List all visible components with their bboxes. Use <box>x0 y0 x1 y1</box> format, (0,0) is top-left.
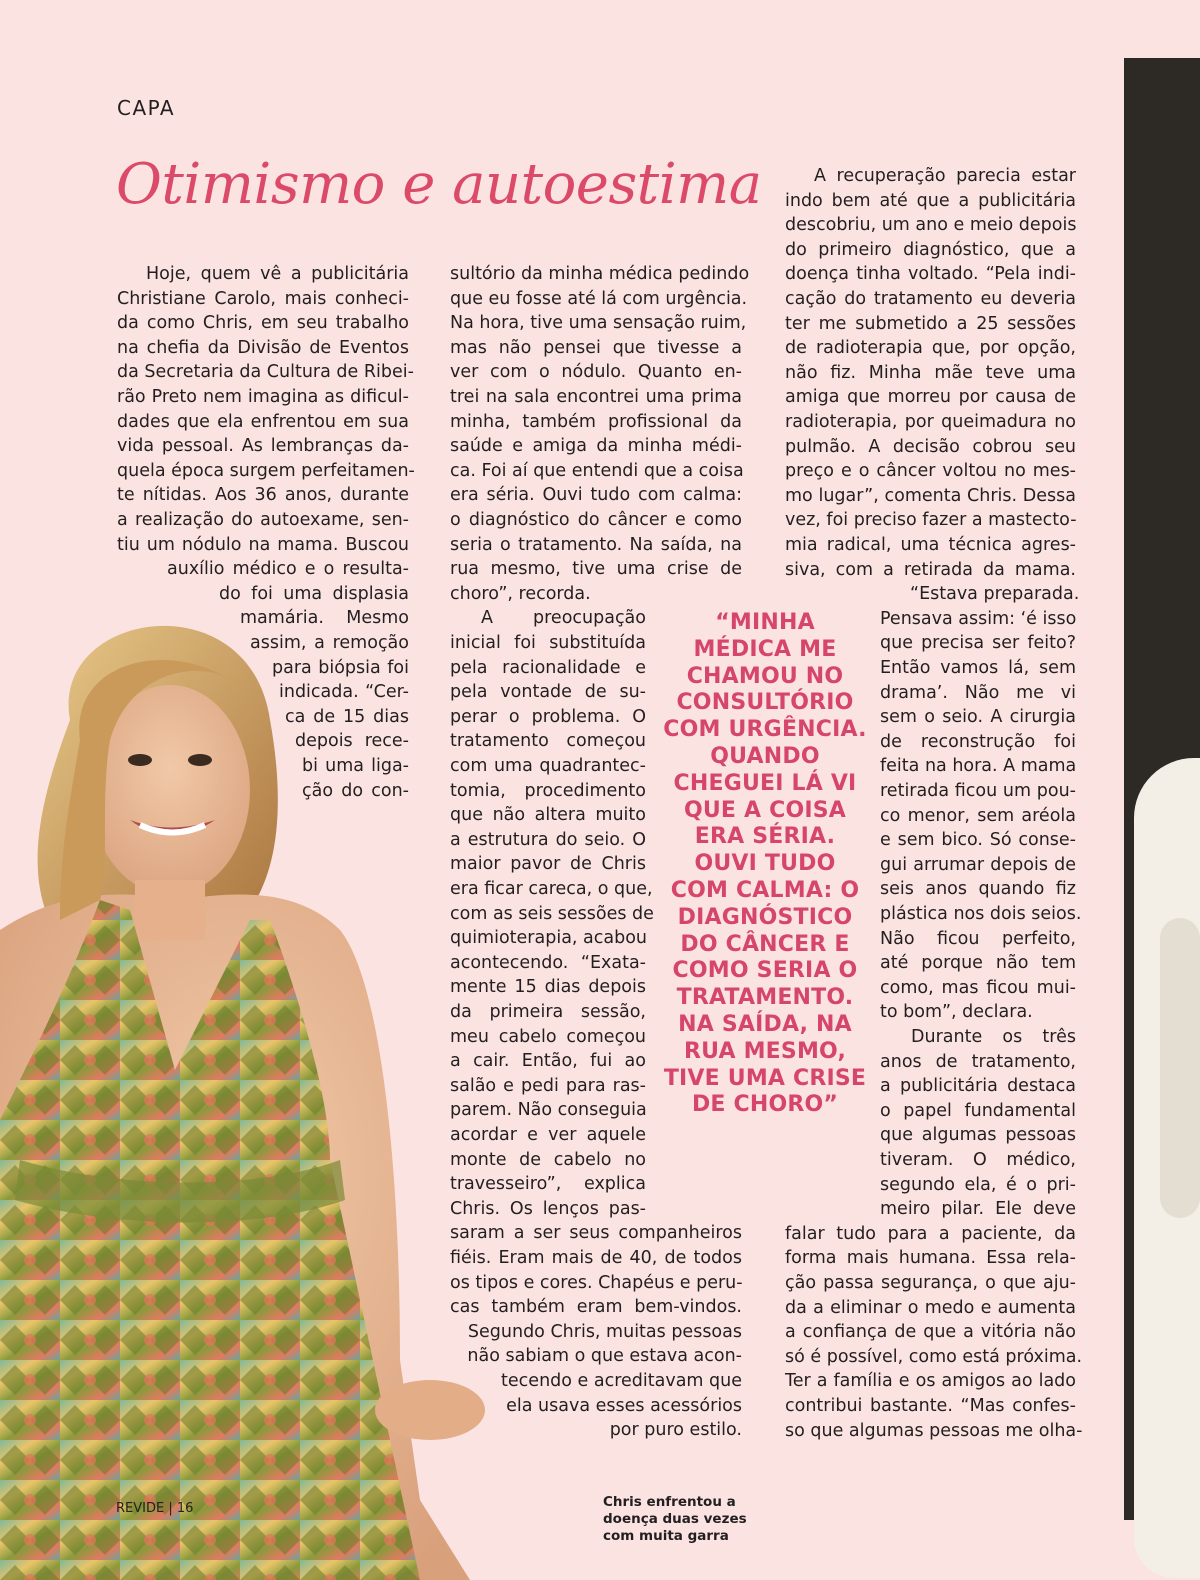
text-line: trei na sala encontrei uma prima <box>450 387 742 407</box>
text-line: tomia, procedimento <box>450 780 646 801</box>
text-line: a estrutura do seio. O <box>450 829 646 850</box>
text-line: travesseiro”, explica <box>450 1174 646 1195</box>
text-line: até porque não tem <box>880 953 1076 974</box>
text-line: so que algumas pessoas me olha- <box>785 1420 1083 1441</box>
text-line: gui arrumar depois de <box>880 854 1076 875</box>
text-line: Então vamos lá, sem <box>880 658 1076 678</box>
text-line: drama’. Não me vi <box>880 682 1076 703</box>
text-line: era ficar careca, o que, <box>450 879 653 899</box>
text-line: tiveram. O médico, <box>880 1150 1076 1170</box>
text-line: assim, a remoção <box>250 633 409 653</box>
text-line: os tipos e cores. Chapéus e peru- <box>450 1272 743 1293</box>
text-line: Segundo Chris, muitas pessoas <box>467 1321 742 1342</box>
text-line: inicial foi substituída <box>450 633 646 653</box>
text-line: retirada ficou um pou- <box>880 781 1076 801</box>
text-line: para biópsia foi <box>272 657 409 678</box>
text-line: Chris. Os lenços pas- <box>450 1198 646 1219</box>
text-line: pela vontade de su- <box>450 682 646 703</box>
text-line: ca de 15 dias <box>285 706 409 727</box>
text-line: auxílio médico e o resulta- <box>167 559 409 580</box>
text-line: de reconstrução foi <box>880 731 1076 752</box>
text-line: a realização do autoexame, sen- <box>117 510 409 530</box>
text-line: na chefia da Divisão de Eventos <box>117 337 409 358</box>
text-line: quela época surgem perfeitamen- <box>117 460 415 481</box>
text-line: e sem bico. Só conse- <box>880 830 1076 851</box>
text-line: co menor, sem aréola <box>880 805 1076 826</box>
text-line: sem o seio. A cirurgia <box>880 707 1076 728</box>
text-line: bi uma liga- <box>302 756 409 776</box>
text-line: a publicitária destaca <box>880 1076 1076 1097</box>
text-line: amiga que morreu por causa de <box>785 387 1076 408</box>
text-line: radioterapia, por queimadura no <box>785 412 1076 432</box>
page-footer: REVIDE | 16 <box>116 1501 194 1516</box>
text-line: que não altera muito <box>450 805 646 826</box>
text-line: Durante os três <box>911 1027 1076 1047</box>
text-line: acordar e ver aquele <box>450 1125 646 1145</box>
text-line: do foi uma displasia <box>219 583 409 604</box>
text-line: fiéis. Eram mais de 40, de todos <box>450 1248 742 1268</box>
text-line: salão e pedi para ras- <box>450 1075 646 1096</box>
text-line: da a eliminar o medo e aumenta <box>785 1297 1076 1318</box>
text-line: por puro estilo. <box>609 1420 742 1441</box>
text-line: mamária. Mesmo <box>240 608 409 629</box>
text-line: pela racionalidade e <box>450 657 646 678</box>
text-line: ção passa segurança, o que aju- <box>785 1273 1076 1293</box>
text-line: indicada. “Cer- <box>279 682 409 703</box>
article-title: Otimismo e autoestima <box>116 152 762 217</box>
text-line: plástica nos dois seios. <box>880 904 1082 924</box>
text-line: meu cabelo começou <box>450 1026 646 1047</box>
text-line: ela usava esses acessórios <box>506 1395 742 1416</box>
text-line: mas não pensei que tivesse a <box>450 337 742 358</box>
text-line: saúde e amiga da minha médi- <box>450 436 742 457</box>
side-photo <box>1124 58 1200 1520</box>
text-line: descobriu, um ano e meio depois <box>785 215 1077 236</box>
text-line: Christiane Carolo, mais conheci- <box>117 288 409 309</box>
text-line: depois rece- <box>295 731 409 752</box>
text-line: indo bem até que a publicitária <box>785 190 1076 211</box>
text-line: rão Preto nem imagina as dificul- <box>117 387 409 407</box>
text-line: minha, também profissional da <box>450 411 742 432</box>
text-line: mia radical, uma técnica agres- <box>785 535 1076 555</box>
text-line: a cair. Então, fui ao <box>450 1051 646 1072</box>
text-line: não fiz. Minha mãe teve uma <box>785 362 1076 383</box>
text-line: o papel fundamental <box>880 1100 1076 1121</box>
text-line: só é possível, como está próxima. <box>785 1346 1083 1367</box>
text-line: choro”, recorda. <box>450 583 591 604</box>
text-line: monte de cabelo no <box>450 1149 646 1170</box>
text-line: perar o problema. O <box>450 706 646 727</box>
text-line: pulmão. A decisão cobrou seu <box>785 436 1076 457</box>
text-line: parem. Não conseguia <box>450 1100 647 1121</box>
text-line: tratamento começou <box>450 731 646 752</box>
text-line: maior pavor de Chris <box>450 854 646 875</box>
text-line: com uma quadrantec- <box>450 756 646 776</box>
text-line: vida pessoal. As lembranças da- <box>117 436 409 457</box>
text-line: da primeira sessão, <box>450 1002 646 1022</box>
text-line: seis anos quando fiz <box>880 879 1076 900</box>
text-line: Pensava assim: ‘é isso <box>880 608 1077 629</box>
text-line: dades que ela enfrentou em sua <box>117 411 409 432</box>
text-line: segundo ela, é o pri- <box>880 1174 1076 1195</box>
section-label: CAPA <box>117 96 176 120</box>
text-line: vez, foi preciso fazer a mastecto- <box>785 510 1077 531</box>
text-line: feita na hora. A mama <box>880 756 1077 777</box>
text-line: da Secretaria da Cultura de Ribei- <box>117 362 414 383</box>
photo-caption: Chris enfrentou a doença duas vezes com muita garra <box>603 1494 747 1544</box>
text-line: doença tinha voltado. “Pela indi- <box>785 264 1076 285</box>
text-line: Na hora, tive uma sensação ruim, <box>450 313 747 334</box>
text-line: do primeiro diagnóstico, que a <box>785 239 1076 260</box>
text-line: com as seis sessões de <box>450 903 654 924</box>
text-line: meiro pilar. Ele deve <box>880 1199 1076 1220</box>
text-line: que algumas pessoas <box>880 1125 1076 1146</box>
text-line: ter me submetido a 25 sessões <box>785 313 1076 334</box>
text-line: não sabiam o que estava acon- <box>467 1346 742 1367</box>
text-line: “Estava preparada. <box>910 584 1080 605</box>
text-line: de radioterapia que, por opção, <box>785 338 1076 359</box>
text-line: to bom”, declara. <box>880 1002 1033 1023</box>
text-line: A recuperação parecia estar <box>814 166 1076 186</box>
text-line: quimioterapia, acabou <box>450 928 648 949</box>
text-line: cação do tratamento eu deveria <box>785 289 1076 309</box>
text-line: ca. Foi aí que entendi que a coisa <box>450 460 744 481</box>
text-line: A preocupação <box>481 608 646 629</box>
text-line: contribui bastante. “Mas confes- <box>785 1396 1076 1416</box>
text-line: te nítidas. Aos 36 anos, durante <box>117 485 409 506</box>
text-line: preço e o câncer voltou no mes- <box>785 461 1076 482</box>
text-line: rua mesmo, tive uma crise de <box>450 559 742 580</box>
text-line: falar tudo para a paciente, da <box>785 1223 1076 1244</box>
text-line: tiu um nódulo na mama. Buscou <box>117 534 409 555</box>
text-line: ção do con- <box>302 780 409 801</box>
text-line: saram a ser seus companheiros <box>450 1223 742 1244</box>
text-line: sultório da minha médica pedindo <box>450 264 750 284</box>
text-line: mente 15 dias depois <box>450 977 646 998</box>
text-line: a confiança de que a vitória não <box>785 1322 1076 1343</box>
text-line: siva, com a retirada da mama. <box>785 559 1076 580</box>
text-line: o diagnóstico do câncer e como <box>450 510 742 530</box>
text-line: como, mas ficou mui- <box>880 977 1076 998</box>
text-line: tecendo e acreditavam que <box>501 1371 742 1391</box>
text-line: ver com o nódulo. Quanto en- <box>450 362 742 383</box>
text-line: era séria. Ouvi tudo com calma: <box>450 485 742 506</box>
text-line: cas também eram bem-vindos. <box>450 1297 742 1318</box>
text-line: Não ficou perfeito, <box>880 928 1076 949</box>
text-line: que precisa ser feito? <box>880 633 1076 654</box>
text-line: forma mais humana. Essa rela- <box>785 1248 1076 1269</box>
text-line: Hoje, quem vê a publicitária <box>146 264 409 284</box>
text-line: que eu fosse até lá com urgência. <box>450 288 748 309</box>
text-line: mo lugar”, comenta Chris. Dessa <box>785 485 1076 506</box>
text-line: Ter a família e os amigos ao lado <box>785 1371 1076 1392</box>
pull-quote: “MINHA MÉDICA ME CHAMOU NO CONSULTÓRIO COM URGÊNCIA. QUANDO CHEGUEI LÁ VI QUE A COISA ERA SÉRIA. OUVI TUDO COM CALMA: O DIAGNÓSTICO DO CÂNCER E COMO SERIA O TRATAMENTO. NA SAÍDA, NA RUA MESMO, TIVE UMA CRISE DE CHORO” <box>663 610 867 1118</box>
text-line: anos de tratamento, <box>880 1051 1076 1072</box>
text-line: acontecendo. “Exata- <box>450 952 646 973</box>
text-line: seria o tratamento. Na saída, na <box>450 534 742 555</box>
text-line: da como Chris, em seu trabalho <box>117 313 409 334</box>
